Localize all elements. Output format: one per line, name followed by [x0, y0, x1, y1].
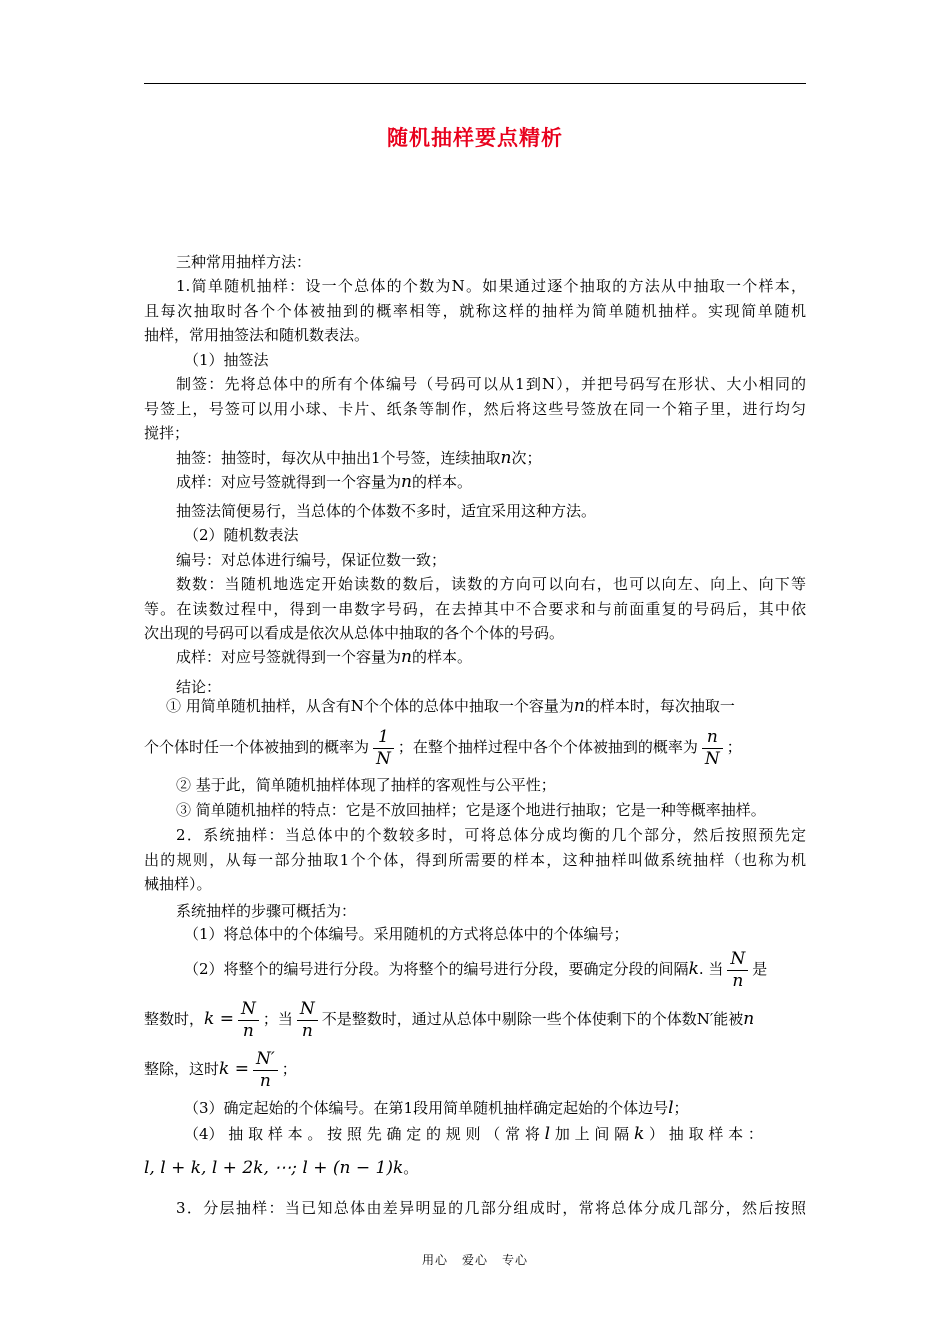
text-line: ③ 简单随机抽样的特点：它是不放回抽样；它是逐个地进行抽取；它是一种等概率抽样。: [176, 801, 766, 819]
text-run: 成样：对应号签就得到一个容量为: [176, 473, 402, 491]
text-run: 次；: [511, 449, 542, 467]
text-run: 的样本。: [411, 473, 472, 491]
text-line: 数数：当随机地选定开始读数的数后，读数的方向可以向右，也可以向左、向上、向下等: [176, 575, 806, 593]
fraction-one-over-N: [373, 726, 394, 769]
math-l: l: [668, 1098, 674, 1118]
fraction-N-over-n: [297, 998, 318, 1041]
denominator: n: [301, 1020, 313, 1041]
text-run: ；在整个抽样过程中各个个体被抽到的概率为: [397, 738, 698, 756]
text-line: 2．系统抽样：当总体中的个数较多时，可将总体分成均衡的几个部分，然后按照预先定: [176, 826, 806, 844]
text-line: 次出现的号码可以看成是依次从总体中抽取的各个个体的号码。: [144, 624, 565, 642]
header-rule: [144, 83, 806, 84]
numerator: N: [727, 951, 748, 971]
text-run: 的样本时，每次抽取一: [584, 697, 735, 715]
fraction-n-over-N: [702, 726, 723, 769]
footer-text: 专心: [502, 1253, 529, 1267]
text-line: 抽样，常用抽签法和随机数表法。: [144, 326, 370, 344]
text-run: 个个体时任一个体被抽到的概率为: [144, 738, 370, 756]
math-n: n: [401, 647, 412, 667]
fraction-Nprime-over-n: [253, 1048, 278, 1091]
text-line: 出的规则，从每一部分抽取1个个体，得到所需要的样本，这种抽样叫做系统抽样（也称为机: [144, 851, 806, 869]
denominator: N: [376, 748, 391, 769]
text-run: ① 用简单随机抽样，从含有N个个体的总体中抽取一个容量为: [166, 697, 574, 715]
text-line: （1）将总体中的个体编号。采用随机的方式将总体中的个体编号；: [184, 925, 629, 943]
text-line: [176, 446, 806, 470]
math-k-eq: k =: [219, 1059, 249, 1079]
text-run: ） 抽 取 样 本 ：: [649, 1125, 763, 1143]
text-run: ；: [281, 1060, 297, 1078]
text-line: ② 基于此，简单随机抽样体现了抽样的客观性与公平性；: [176, 776, 556, 794]
numerator: N: [238, 1001, 259, 1021]
text-run: （4） 抽 取 样 本 。 按 照 先 确 定 的 规 则 （ 常 将: [184, 1125, 540, 1143]
fraction-N-over-n: [238, 998, 259, 1041]
text-line: 三种常用抽样方法：: [176, 253, 312, 271]
numerator: n: [702, 729, 723, 749]
text-line: [184, 946, 806, 992]
text-line: 等。在读数过程中，得到一串数字号码，在去掉其中不合要求和与前面重复的号码后，其中依: [144, 600, 806, 618]
text-line: [144, 1156, 806, 1180]
footer-text: 用心: [421, 1253, 448, 1267]
text-run: （2）将整个的编号进行分段。为将整个的编号进行分段，要确定分段的间隔: [184, 960, 689, 978]
math-sequence: l, l + k, l + 2k, ⋯; l + (n − 1)k: [144, 1158, 404, 1178]
text-run: ；当: [262, 1010, 293, 1028]
text-line: 搅拌；: [144, 424, 190, 442]
text-line: [176, 470, 806, 494]
text-line: [184, 1122, 806, 1146]
text-run: 抽签：抽签时，每次从中抽出1个号签，连续抽取: [176, 449, 501, 467]
text-line: 制签：先将总体中的所有个体编号（号码可以从1到N），并把号码写在形状、大小相同的: [176, 375, 806, 393]
math-k-eq: k =: [204, 1009, 234, 1029]
text-line: （1）抽签法: [184, 351, 269, 369]
denominator: n: [259, 1070, 271, 1091]
text-line: 号签上，号签可以用小球、卡片、纸条等制作，然后将这些号签放在同一个箱子里，进行均匀: [144, 400, 806, 418]
text-run: 整数时，: [144, 1010, 205, 1028]
text-run: 加 上 间 隔: [554, 1125, 630, 1143]
text-line: 抽签法简便易行，当总体的个体数不多时，适宜采用这种方法。: [176, 502, 597, 520]
text-run: 整除，这时: [144, 1060, 220, 1078]
text-run: . 当: [698, 960, 724, 978]
text-run: 是: [752, 960, 768, 978]
text-line: [176, 645, 806, 669]
math-l: l: [544, 1124, 551, 1144]
denominator: n: [732, 970, 744, 991]
text-line: 编号：对总体进行编号，保证位数一致；: [176, 551, 447, 569]
text-line: 系统抽样的步骤可概括为：: [176, 902, 357, 920]
text-line: 且每次抽取时各个个体被抽到的概率相等，就称这样的抽样为简单随机抽样。实现简单随机: [144, 302, 806, 320]
footer-text: 爱心: [461, 1253, 488, 1267]
text-run: ；: [673, 1099, 689, 1117]
text-line: [166, 694, 806, 718]
text-line: [184, 1096, 806, 1120]
denominator: N: [704, 748, 720, 769]
page-footer: [0, 1251, 950, 1268]
text-line: 1.简单随机抽样：设一个总体的个数为N。如果通过逐个抽取的方法从中抽取一个样本，: [176, 277, 806, 295]
numerator: N′: [253, 1051, 278, 1071]
numerator: N: [297, 1001, 318, 1021]
math-n: n: [743, 1009, 755, 1029]
text-line: 结论：: [176, 678, 222, 696]
text-run: 的样本。: [411, 648, 472, 666]
page-title: 随机抽样要点精析: [387, 126, 563, 150]
math-n: n: [401, 472, 412, 492]
text-run: ；: [726, 738, 742, 756]
math-k: k: [633, 1124, 645, 1144]
text-run: 不是整数时，通过从总体中剔除一些个体使剩下的个体数N′能被: [321, 1010, 744, 1028]
text-run: 成样：对应号签就得到一个容量为: [176, 648, 402, 666]
text-line: 3．分层抽样：当已知总体由差异明显的几部分组成时，常将总体分成几部分，然后按照: [176, 1199, 806, 1217]
text-line: 械抽样）。: [144, 875, 212, 893]
text-line: （2）随机数表法: [184, 526, 299, 544]
text-line: [144, 996, 806, 1042]
text-line: [144, 724, 806, 770]
math-k: k: [688, 959, 699, 979]
math-n: n: [573, 696, 585, 716]
math-n: n: [500, 448, 512, 468]
numerator: 1: [373, 729, 394, 749]
text-line: [144, 1046, 806, 1092]
denominator: n: [242, 1020, 254, 1041]
text-run: （3）确定起始的个体编号。在第1段用简单随机抽样确定起始的个体边号: [184, 1099, 669, 1117]
text-run: 。: [403, 1159, 419, 1177]
fraction-N-over-n: [727, 948, 748, 991]
